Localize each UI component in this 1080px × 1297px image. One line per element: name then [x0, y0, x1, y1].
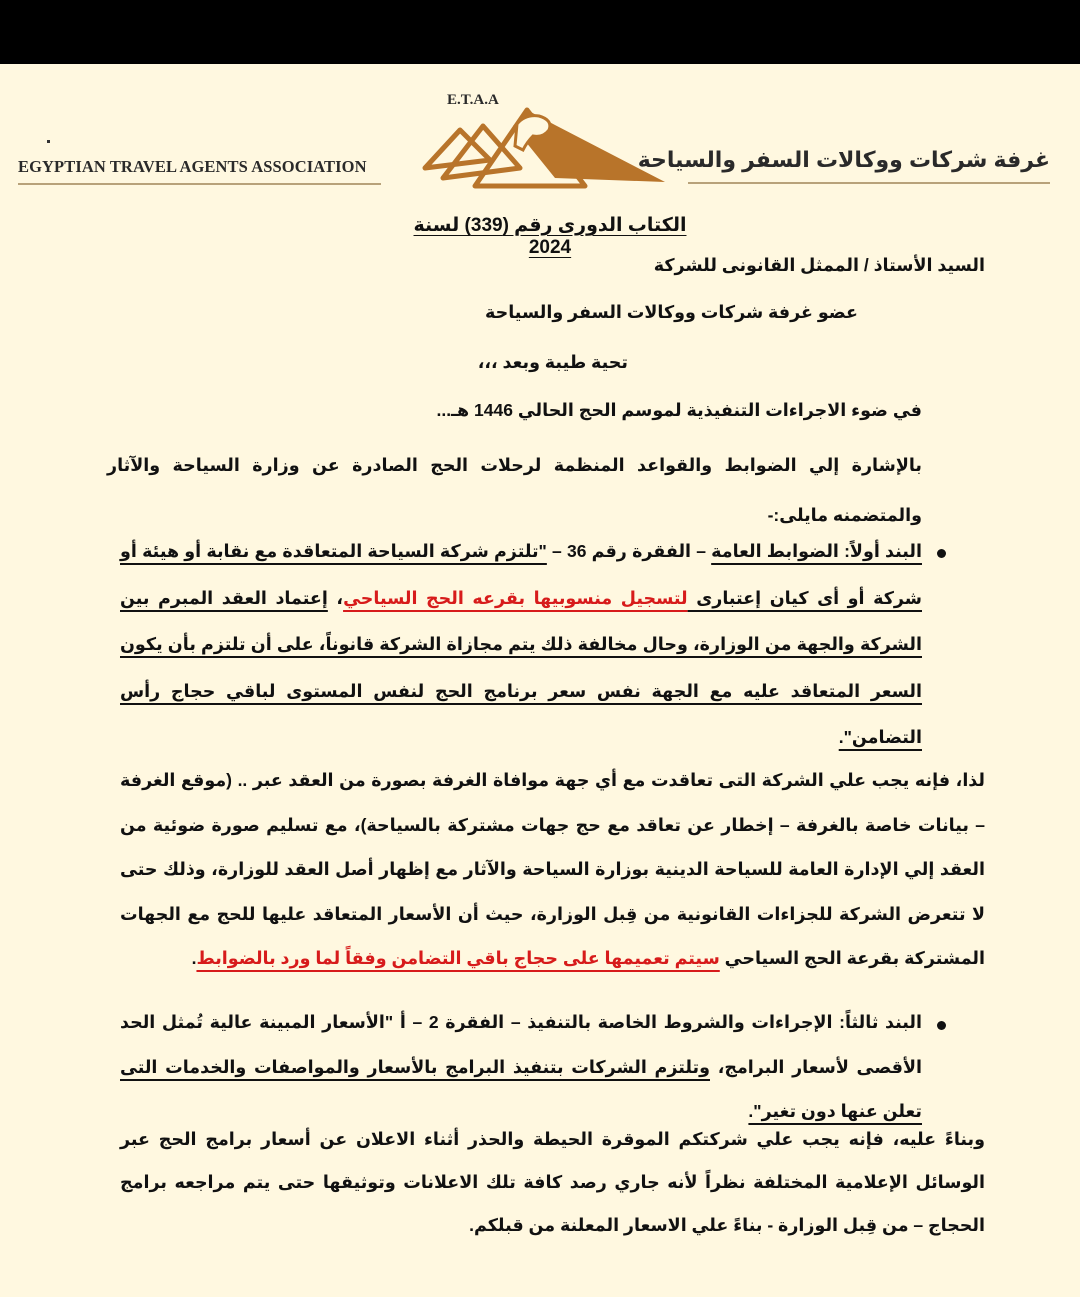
intro-line: في ضوء الاجراءات التنفيذية لموسم الحج الحالي 1446 هـ... — [436, 400, 922, 420]
top-black-bar — [0, 0, 1080, 64]
paragraph-2 — [120, 758, 985, 981]
member-line: عضو غرفة شركات ووكالات السفر والسياحة — [485, 302, 858, 322]
paragraph-2-run: . — [191, 948, 197, 968]
item-3-paragraph — [120, 1000, 922, 1134]
item-1-run: إعتماد العقد المبرم بين الشركة والجهة من الوزارة، وحال مخالفة ذلك يتم مجازاة الشركة قانوناً، على أن تلتزم بأن يكون السعر المتعاقد عليه مع الجهة نفس سعر برنامج الحج لنفس المستوى لباقي حجاج رأس التضامن". — [120, 587, 922, 747]
item-1-run: – الفقرة رقم 36 – — [546, 541, 712, 561]
scan-speck — [47, 140, 50, 143]
header-english-name: EGYPTIAN TRAVEL AGENTS ASSOCIATION — [18, 157, 367, 176]
circular-title: الكتاب الدورى رقم (339) لسنة 2024 — [413, 215, 687, 258]
item-3-run: البند ثالثاً: الإجراءات والشروط الخاصة بالتنفيذ – الفقرة 2 – أ "الأسعار المبينة عالية تُمثل الحد الأقصى لأسعار البرامج، — [120, 1012, 922, 1077]
item-1-highlight: لتسجيل منسوبيها بقرعه الحج السياحي — [343, 587, 688, 608]
pyramids-logo-icon — [405, 90, 670, 190]
header-arabic-name: غرفة شركات ووكالات السفر والسياحة — [637, 147, 1050, 172]
reference-paragraph: بالإشارة إلي الضوابط والقواعد المنظمة لرحلات الحج الصادرة عن وزارة السياحة والآثار والمتضمنه مايلى:- — [107, 455, 922, 525]
addressee-line: السيد الأستاذ / الممثل القانونى للشركة — [653, 255, 985, 275]
header-rule-left — [18, 183, 381, 185]
bullet-item-1 — [937, 549, 946, 558]
item-3-run: وتلتزم الشركات بتنفيذ البرامج بالأسعار والمواصفات والخدمات التى تعلن عنها دون تغير". — [120, 1056, 922, 1121]
logo-text: E.T.A.A — [447, 92, 499, 108]
paragraph-2-run: لذا، فإنه يجب علي الشركة التى تعاقدت مع أي جهة موافاة الغرفة بصورة من العقد عبر .. (موقع الغرفة – بيانات خاصة بالغرفة – إخطار عن تعاقد مع حج جهات مشتركة بالسياحة)، مع تسليم صورة ضوئية من العقد إلي الإدارة العامة للسياحة الدينية بوزارة السياحة والآثار مع إظهار أصل العقد للوزارة، وذلك حتى لا تتعرض الشركة للجزاءات القانونية من قِبل الوزارة، حيث أن الأسعار المتعاقد عليها للحج مع الجهات المشتركة بقرعة الحج السياحي — [120, 770, 985, 968]
item-1-run: ، — [327, 587, 344, 608]
item-1-paragraph — [120, 528, 922, 761]
closing-paragraph: وبناءً عليه، فإنه يجب علي شركتكم الموقرة الحيطة والحذر أثناء الاعلان عن أسعار برامج الحج عبر الوسائل الإعلامية المختلفة نظراً لأنه جاري رصد كافة تلك الاعلانات وتوثيقها حتى يتم مراجعه برامج الحجاج – من قِبل الوزارة - بناءً علي الاسعار المعلنة من قبلكم. — [120, 1129, 985, 1235]
paragraph-2-highlight: سيتم تعميمها على حجاج باقي التضامن وفقاً لما ورد بالضوابط — [196, 948, 720, 968]
item-1-run: "تلتزم شركة السياحة المتعاقدة مع نقابة أو هيئة أو شركة أو أى كيان إعتبارى — [120, 541, 922, 608]
header-rule-right — [688, 182, 1050, 184]
bullet-item-3 — [937, 1021, 946, 1030]
greeting-line: تحية طيبة وبعد ،،، — [477, 352, 628, 372]
item-1-run: البند أولاً: الضوابط العامة — [711, 541, 922, 561]
